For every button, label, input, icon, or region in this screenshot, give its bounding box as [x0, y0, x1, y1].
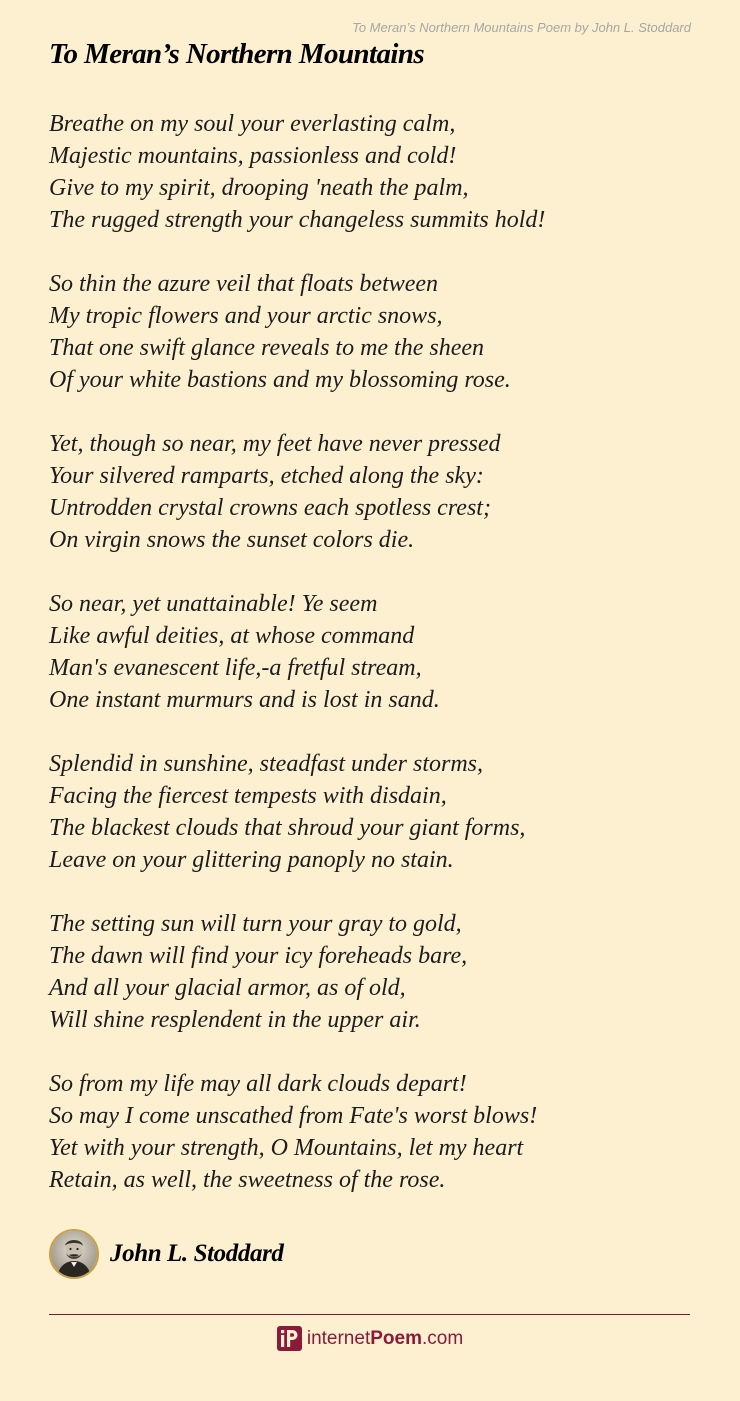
- stanza-3: [49, 428, 709, 556]
- poem-line: Give to my spirit, drooping 'neath the palm,: [49, 175, 469, 201]
- poem-line: Leave on your glittering panoply no stain.: [49, 847, 454, 873]
- poem-line: Untrodden crystal crowns each spotless crest;: [49, 495, 491, 521]
- poem-line: Of your white bastions and my blossoming rose.: [49, 367, 511, 393]
- poem-line: Splendid in sunshine, steadfast under storms,: [49, 751, 484, 777]
- poem-line: So near, yet unattainable! Ye seem: [49, 591, 378, 617]
- stanza-7: [49, 1068, 709, 1196]
- brand-suffix: .com: [421, 1327, 464, 1349]
- poem-line: That one swift glance reveals to me the sheen: [49, 335, 485, 361]
- poem-line: On virgin snows the sunset colors die.: [49, 527, 415, 553]
- poem-line: So thin the azure veil that floats between: [49, 271, 439, 297]
- poem-line: My tropic flowers and your arctic snows,: [49, 303, 443, 329]
- poem-line: Man's evanescent life,-a fretful stream,: [49, 655, 422, 681]
- poem-line: Will shine resplendent in the upper air.: [49, 1007, 421, 1033]
- stanza-4: [49, 588, 709, 716]
- author-portrait-icon: [51, 1231, 97, 1277]
- internetpoem-logo-icon: [277, 1326, 302, 1351]
- poem-line: Facing the fiercest tempests with disdain,: [49, 783, 447, 809]
- poem-line: The blackest clouds that shroud your giant forms,: [49, 815, 526, 841]
- page-caption: To Meran’s Northern Mountains Poem by John L. Stoddard: [352, 20, 691, 35]
- poem-line: Majestic mountains, passionless and cold!: [49, 143, 457, 169]
- brand-prefix: internet: [306, 1327, 371, 1349]
- stanza-5: [49, 748, 709, 876]
- author-name[interactable]: John L. Stoddard: [110, 1240, 284, 1267]
- poem-line: So from my life may all dark clouds depart!: [49, 1071, 467, 1097]
- poem-line: Breathe on my soul your everlasting calm,: [49, 111, 456, 137]
- poem-line: Your silvered ramparts, etched along the sky:: [49, 463, 484, 489]
- stanza-2: [49, 268, 709, 396]
- author-avatar[interactable]: [49, 1229, 99, 1279]
- stanza-1: [49, 108, 709, 236]
- poem-line: One instant murmurs and is lost in sand.: [49, 687, 440, 713]
- brand-wordmark: [307, 1328, 463, 1350]
- footer-divider: [49, 1314, 690, 1315]
- poem-body: [49, 108, 709, 1228]
- author-row[interactable]: [49, 1227, 284, 1281]
- poem-line: The dawn will find your icy foreheads bare,: [49, 943, 468, 969]
- poem-line: Retain, as well, the sweetness of the rose.: [49, 1167, 446, 1193]
- poem-line: Yet with your strength, O Mountains, let my heart: [49, 1135, 524, 1161]
- poem-title: To Meran’s Northern Mountains: [49, 38, 425, 70]
- brand-logo-link[interactable]: [0, 1326, 740, 1351]
- poem-line: So may I come unscathed from Fate's worst blows!: [49, 1103, 538, 1129]
- stanza-6: [49, 908, 709, 1036]
- poem-line: Yet, though so near, my feet have never pressed: [49, 431, 501, 457]
- poem-line: The setting sun will turn your gray to gold,: [49, 911, 462, 937]
- poem-line: Like awful deities, at whose command: [49, 623, 415, 649]
- poem-line: And all your glacial armor, as of old,: [49, 975, 406, 1001]
- poem-line: The rugged strength your changeless summits hold!: [49, 207, 546, 233]
- brand-strong: Poem: [370, 1327, 422, 1349]
